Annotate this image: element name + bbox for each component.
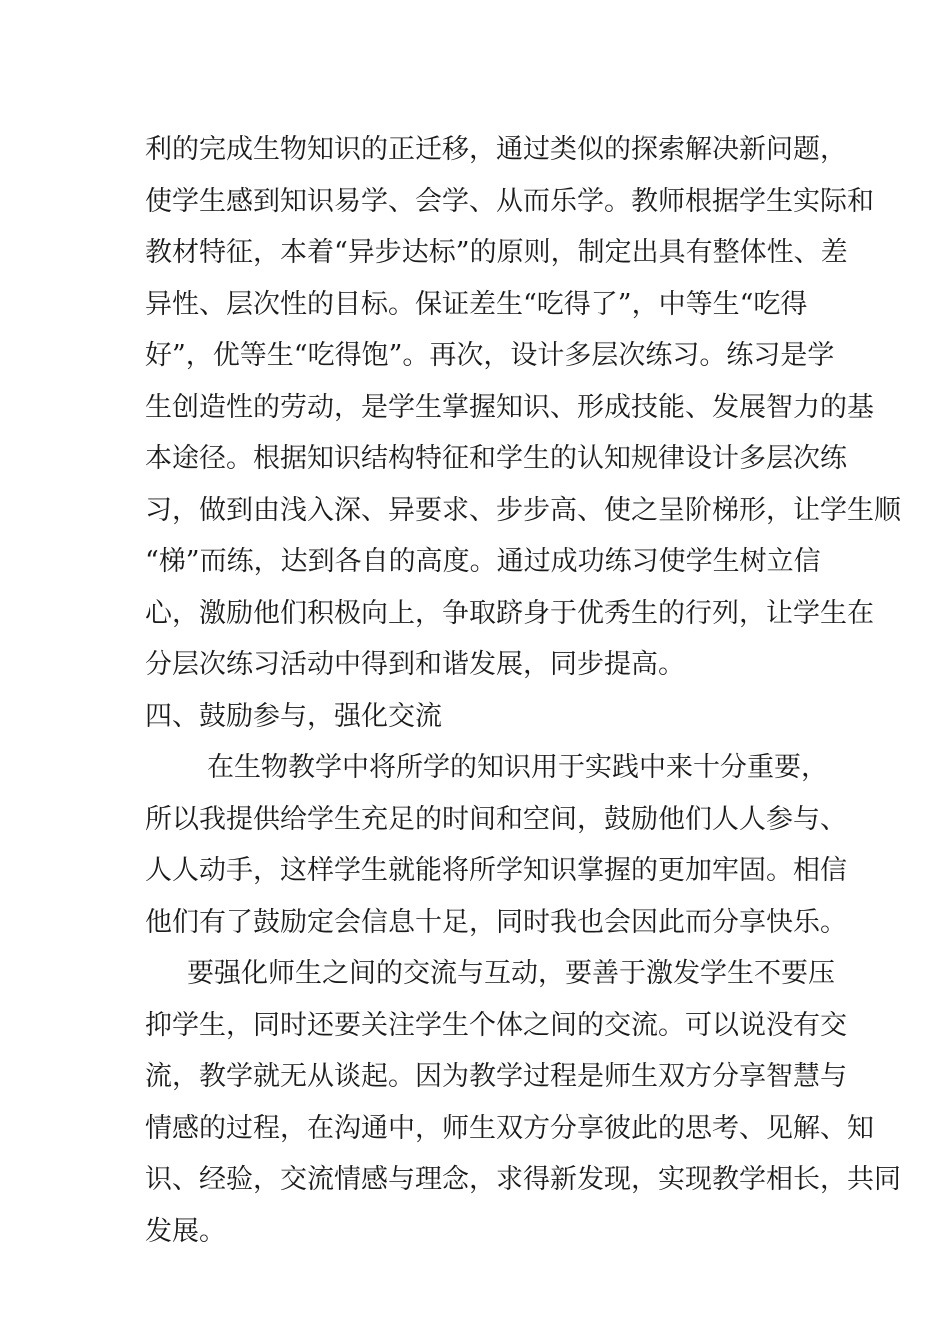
paragraph-line: 人人动手，这样学生就能将所学知识掌握的更加牢固。相信	[145, 855, 847, 886]
paragraph-line: 使学生感到知识易学、会学、从而乐学。教师根据学生实际和	[145, 185, 874, 217]
paragraph-line: 本途径。根据知识结构特征和学生的认知规律设计多层次练	[145, 443, 847, 474]
section-heading: 四、鼓励参与，强化交流	[145, 700, 442, 732]
paragraph-line: “梯”而练，达到各自的高度。通过成功练习使学生树立信	[145, 546, 821, 577]
paragraph-line: 生创造性的劳动，是学生掌握知识、形成技能、发展智力的基	[145, 391, 874, 423]
paragraph-1	[145, 124, 901, 691]
paragraph-line: 情感的过程，在沟通中，师生双方分享彼此的思考、见解、知	[145, 1112, 874, 1144]
paragraph-line: 流，教学就无从谈起。因为教学过程是师生双方分享智慧与	[145, 1061, 847, 1092]
document-body	[145, 124, 901, 1257]
paragraph-line: 要强化师生之间的交流与互动，要善于激发学生不要压	[187, 958, 835, 989]
paragraph-line: 他们有了鼓励定会信息十足，同时我也会因此而分享快乐。	[145, 906, 847, 938]
paragraph-2	[145, 742, 847, 948]
paragraph-line: 发展。	[145, 1215, 226, 1247]
paragraph-line: 所以我提供给学生充足的时间和空间，鼓励他们人人参与、	[145, 803, 847, 835]
paragraph-line: 识、经验，交流情感与理念，求得新发现，实现教学相长，共同	[145, 1164, 901, 1195]
paragraph-line: 教材特征，本着“异步达标”的原则，制定出具有整体性、差	[145, 237, 848, 268]
paragraph-line: 好”，优等生“吃得饱”。再次，设计多层次练习。练习是学	[145, 340, 835, 371]
paragraph-line: 在生物教学中将所学的知识用于实践中来十分重要，	[207, 752, 828, 783]
paragraph-line: 异性、层次性的目标。保证差生“吃得了”，中等生“吃得	[145, 288, 808, 320]
paragraph-line: 抑学生，同时还要关注学生个体之间的交流。可以说没有交	[145, 1009, 847, 1041]
paragraph-line: 习，做到由浅入深、异要求、步步高、使之呈阶梯形，让学生顺	[145, 494, 901, 526]
paragraph-line: 利的完成生物知识的正迁移，通过类似的探索解决新问题，	[145, 134, 847, 165]
paragraph-3	[145, 948, 901, 1257]
paragraph-line: 心，激励他们积极向上，争取跻身于优秀生的行列，让学生在	[145, 597, 874, 629]
paragraph-line: 分层次练习活动中得到和谐发展，同步提高。	[145, 649, 685, 680]
